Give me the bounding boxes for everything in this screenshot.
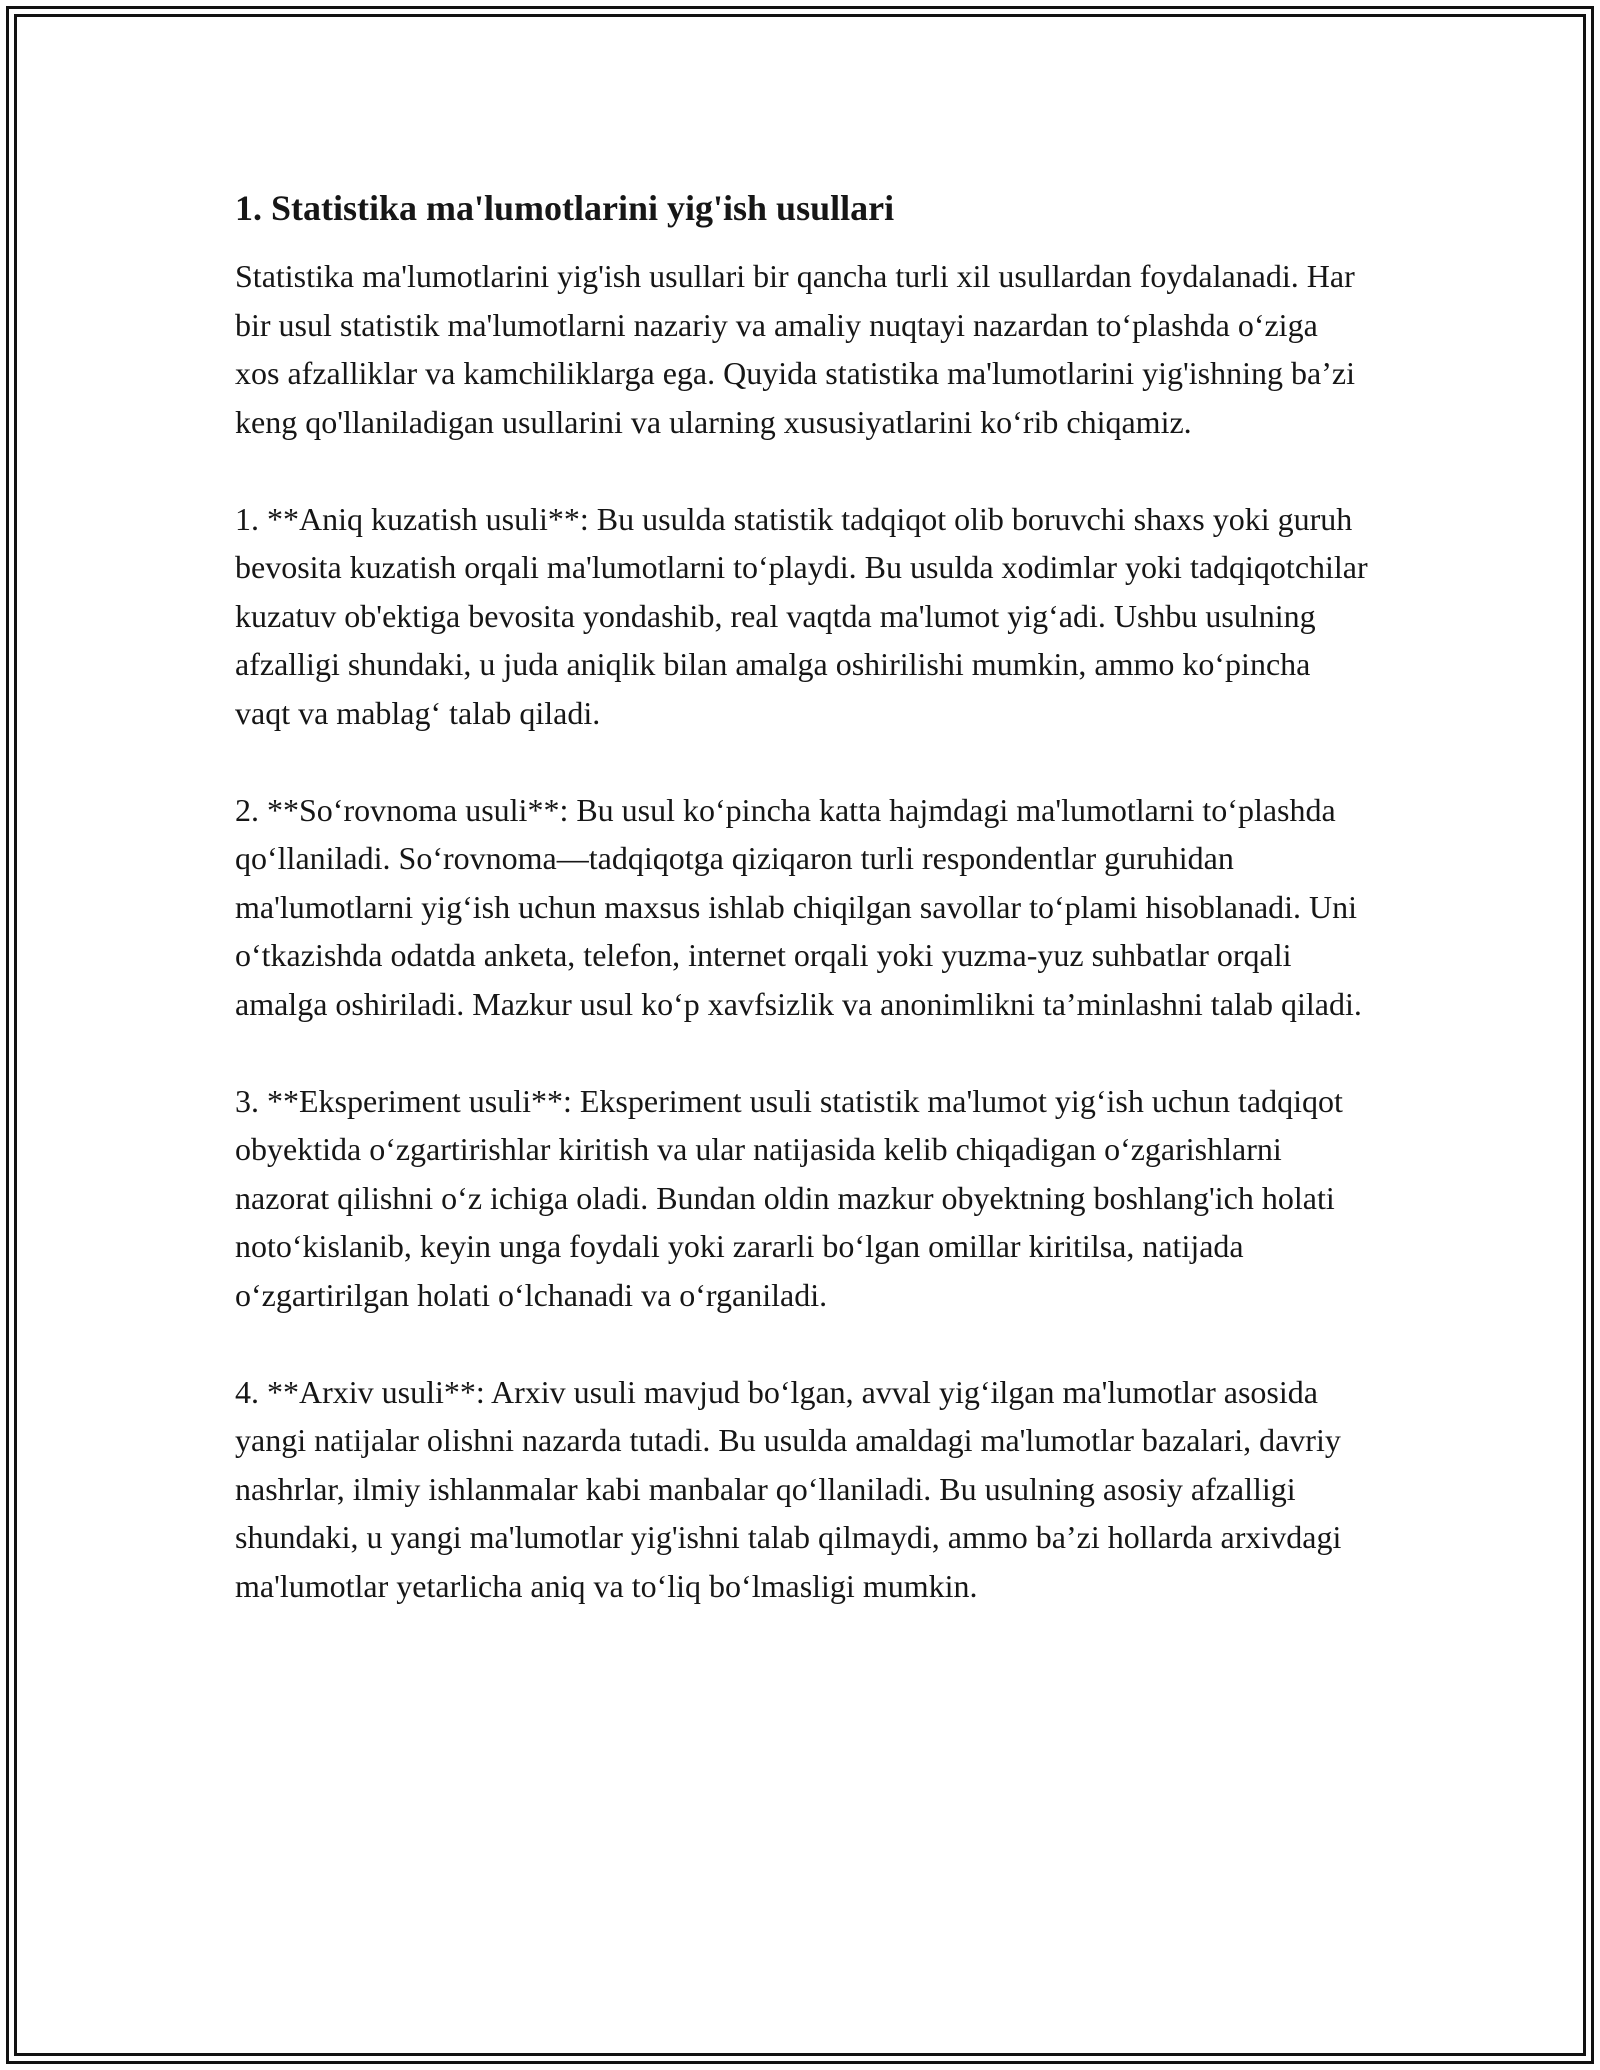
document-body (235, 186, 1370, 1659)
method-paragraph-archive: 4. **Arxiv usuli**: Arxiv usuli mavjud bo‘lgan, avval yig‘ilgan ma'lumotlar asosida yangi natijalar olishni nazarda tutadi. Bu usulda amaldagi ma'lumotlar bazalari, davriy nashrlar, ilmiy ishlanmalar kabi manbalar qo‘llaniladi. Bu usulning asosiy afzalligi shundaki, u yangi ma'lumotlar yig'ishni talab qilmaydi, ammo ba’zi hollarda arxivdagi ma'lumotlar yetarlicha aniq va to‘liq bo‘lmasligi mumkin. (235, 1373, 1342, 1604)
method-paragraph-experiment: 3. **Eksperiment usuli**: Eksperiment usuli statistik ma'lumot yig‘ish uchun tadqiqot obyektida o‘zgartirishlar kiritish va ular natijasida kelib chiqadigan o‘zgarishlarni nazorat qilishni o‘z ichiga oladi. Bundan oldin mazkur obyektning boshlang'ich holati noto‘kislanib, keyin unga foydali yoki zararli bo‘lgan omillar kiritilsa, natijada o‘zgartirilgan holati o‘lchanadi va o‘rganiladi. (235, 1082, 1343, 1313)
method-paragraph-survey: 2. **So‘rovnoma usuli**: Bu usul ko‘pincha katta hajmdagi ma'lumotlarni to‘plashda qo‘llaniladi. So‘rovnoma—tadqiqotga qiziqaron turli respondentlar guruhidan ma'lumotlarni yig‘ish uchun maxsus ishlab chiqilgan savollar to‘plami hisoblanadi. Uni o‘tkazishda odatda anketa, telefon, internet orqali yoki yuzma-yuz suhbatlar orqali amalga oshiriladi. Mazkur usul ko‘p xavfsizlik va anonimlikni ta’minlashni talab qiladi. (235, 791, 1362, 1022)
section-title: 1. Statistika ma'lumotlarini yig'ish usullari (235, 188, 895, 228)
intro-paragraph: Statistika ma'lumotlarini yig'ish usullari bir qancha turli xil usullardan foydalanadi. Har bir usul statistik ma'lumotlarni nazariy va amaliy nuqtayi nazardan to‘plashda o‘ziga xos afzalliklar va kamchiliklarga ega. Quyida statistika ma'lumotlarini yig'ishning ba’zi keng qo'llaniladigan usullarini va ularning xususiyatlarini ko‘rib chiqamiz. (235, 258, 1355, 440)
method-paragraph-observation: 1. **Aniq kuzatish usuli**: Bu usulda statistik tadqiqot olib boruvchi shaxs yoki guruh bevosita kuzatish orqali ma'lumotlarni to‘playdi. Bu usulda xodimlar yoki tadqiqotchilar kuzatuv ob'ektiga bevosita yondashib, real vaqtda ma'lumot yig‘adi. Ushbu usulning afzalligi shundaki, u juda aniqlik bilan amalga oshirilishi mumkin, ammo ko‘pincha vaqt va mablag‘ talab qiladi. (235, 500, 1368, 731)
